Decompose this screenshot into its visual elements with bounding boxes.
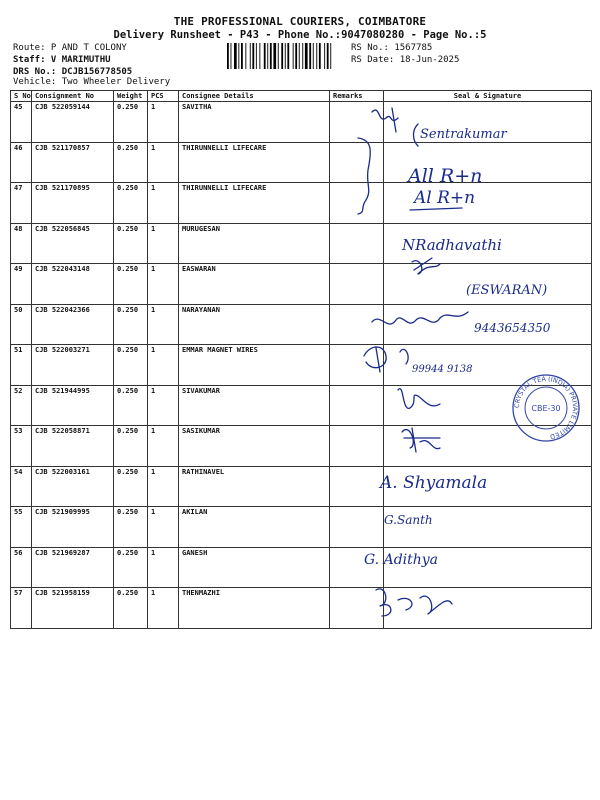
cell-weight: 0.250	[114, 345, 148, 386]
cell-consignee: GANESH	[179, 547, 330, 588]
phone-row-51: 99944 9138	[412, 364, 473, 375]
cell-seal-signature	[384, 345, 592, 386]
cell-consignee: THIRUNNELLI LIFECARE	[179, 142, 330, 183]
cell-remarks	[330, 588, 384, 629]
cell-pcs: 1	[148, 264, 179, 305]
cell-weight: 0.250	[114, 142, 148, 183]
cell-remarks	[330, 304, 384, 345]
cell-remarks	[330, 385, 384, 426]
seal-ring-text: CRYSTAL TEA (INDIA) PRIVATE LIMITED	[512, 374, 580, 441]
cell-consignee: AKILAN	[179, 507, 330, 548]
cell-weight: 0.250	[114, 102, 148, 143]
table-row	[11, 264, 592, 305]
cell-sno: 54	[11, 466, 32, 507]
seal-center-text: CBE-30	[531, 404, 561, 413]
cell-sno: 57	[11, 588, 32, 629]
cell-consignee: NARAYANAN	[179, 304, 330, 345]
runsheet-subtitle: Delivery Runsheet - P43 - Phone No.:9047080280 - Page No.:5	[113, 29, 487, 41]
table-row	[11, 345, 592, 386]
table-row	[11, 223, 592, 264]
cell-sno: 50	[11, 304, 32, 345]
col-consignee-header: Consignee Details	[179, 91, 330, 102]
cell-weight: 0.250	[114, 588, 148, 629]
table-row	[11, 588, 592, 629]
cell-consignee: THENMAZHI	[179, 588, 330, 629]
cell-pcs: 1	[148, 588, 179, 629]
route-label: Route: P AND T COLONY	[13, 43, 127, 53]
cell-remarks	[330, 345, 384, 386]
cell-seal-signature	[384, 507, 592, 548]
cell-sno: 52	[11, 385, 32, 426]
cell-seal-signature	[384, 466, 592, 507]
cell-seal-signature	[384, 223, 592, 264]
vehicle-label: Vehicle: Two Wheeler Delivery	[13, 77, 171, 87]
cell-pcs: 1	[148, 507, 179, 548]
rs-number: RS No.: 1567785	[351, 43, 433, 53]
rs-date: RS Date: 18-Jun-2025	[351, 55, 460, 65]
cell-seal-signature	[384, 142, 592, 183]
cell-pcs: 1	[148, 304, 179, 345]
cell-sno: 53	[11, 426, 32, 467]
cell-weight: 0.250	[114, 385, 148, 426]
cell-sno: 55	[11, 507, 32, 548]
cell-remarks	[330, 466, 384, 507]
cell-consignment-no: CJB 522059144	[32, 102, 114, 143]
handwriting-row-49: (ESWARAN)	[466, 283, 548, 298]
table-row	[11, 142, 592, 183]
cell-remarks	[330, 142, 384, 183]
cell-seal-signature	[384, 102, 592, 143]
table-row	[11, 102, 592, 143]
cell-seal-signature	[384, 183, 592, 224]
cell-remarks	[330, 426, 384, 467]
table-row	[11, 466, 592, 507]
cell-pcs: 1	[148, 102, 179, 143]
cell-consignee: MURUGESAN	[179, 223, 330, 264]
handwriting-row-48: NRadhavathi	[402, 236, 502, 254]
cell-consignment-no: CJB 522043148	[32, 264, 114, 305]
cell-weight: 0.250	[114, 466, 148, 507]
cell-sno: 46	[11, 142, 32, 183]
cell-pcs: 1	[148, 547, 179, 588]
cell-weight: 0.250	[114, 223, 148, 264]
cell-consignee: SIVAKUMAR	[179, 385, 330, 426]
table-row	[11, 304, 592, 345]
cell-consignment-no: CJB 522056845	[32, 223, 114, 264]
cell-consignment-no: CJB 522042366	[32, 304, 114, 345]
staff-label: Staff: V MARIMUTHU	[13, 55, 111, 65]
handwriting-row-46: All R+n	[408, 165, 483, 187]
cell-sno: 49	[11, 264, 32, 305]
col-sno-header: S No	[11, 91, 32, 102]
cell-pcs: 1	[148, 466, 179, 507]
table-row	[11, 183, 592, 224]
cell-sno: 48	[11, 223, 32, 264]
cell-remarks	[330, 264, 384, 305]
cell-consignee: RATHINAVEL	[179, 466, 330, 507]
cell-consignment-no: CJB 521170857	[32, 142, 114, 183]
cell-weight: 0.250	[114, 507, 148, 548]
col-signature-header: Seal & Signature	[384, 91, 592, 102]
document-title: THE PROFESSIONAL COURIERS, COIMBATORE	[173, 15, 427, 28]
cell-pcs: 1	[148, 426, 179, 467]
col-pcs-header: PCS	[148, 91, 179, 102]
handwriting-row-54: A. Shyamala	[380, 473, 488, 493]
cell-consignment-no: CJB 522003161	[32, 466, 114, 507]
table-row	[11, 507, 592, 548]
cell-consignee: EASWARAN	[179, 264, 330, 305]
cell-weight: 0.250	[114, 547, 148, 588]
cell-seal-signature	[384, 426, 592, 467]
table-row	[11, 426, 592, 467]
cell-seal-signature	[384, 304, 592, 345]
cell-seal-signature	[384, 264, 592, 305]
cell-remarks	[330, 183, 384, 224]
cell-weight: 0.250	[114, 304, 148, 345]
cell-seal-signature	[384, 385, 592, 426]
cell-consignment-no: CJB 521170895	[32, 183, 114, 224]
cell-consignment-no: CJB 522003271	[32, 345, 114, 386]
cell-consignee: EMMAR MAGNET WIRES	[179, 345, 330, 386]
col-remarks-header: Remarks	[330, 91, 384, 102]
cell-sno: 47	[11, 183, 32, 224]
cell-pcs: 1	[148, 345, 179, 386]
cell-remarks	[330, 223, 384, 264]
phone-row-50: 9443654350	[474, 321, 551, 335]
cell-sno: 56	[11, 547, 32, 588]
cell-remarks	[330, 547, 384, 588]
runsheet-table	[10, 90, 592, 629]
drs-number: DRS No.: DCJB156778505	[13, 67, 133, 77]
handwriting-row-47: Al R+n	[414, 188, 476, 208]
cell-weight: 0.250	[114, 183, 148, 224]
cell-consignment-no: CJB 521958159	[32, 588, 114, 629]
col-weight-header: Weight	[114, 91, 148, 102]
cell-weight: 0.250	[114, 426, 148, 467]
barcode-icon	[227, 43, 345, 69]
cell-pcs: 1	[148, 223, 179, 264]
handwriting-row-45: Sentrakumar	[420, 127, 507, 142]
cell-consignment-no: CJB 521909995	[32, 507, 114, 548]
handwriting-row-56: G. Adithya	[364, 552, 439, 568]
cell-consignee: SAVITHA	[179, 102, 330, 143]
cell-consignee: THIRUNNELLI LIFECARE	[179, 183, 330, 224]
table-row	[11, 547, 592, 588]
cell-remarks	[330, 507, 384, 548]
cell-consignment-no: CJB 521969287	[32, 547, 114, 588]
cell-pcs: 1	[148, 183, 179, 224]
cell-consignment-no: CJB 522058871	[32, 426, 114, 467]
cell-consignee: SASIKUMAR	[179, 426, 330, 467]
table-header-row	[11, 91, 592, 102]
cell-weight: 0.250	[114, 264, 148, 305]
cell-sno: 51	[11, 345, 32, 386]
cell-pcs: 1	[148, 142, 179, 183]
cell-sno: 45	[11, 102, 32, 143]
cell-consignment-no: CJB 521944995	[32, 385, 114, 426]
cell-remarks	[330, 102, 384, 143]
cell-seal-signature	[384, 547, 592, 588]
cell-pcs: 1	[148, 385, 179, 426]
handwriting-row-55: G.Santh	[384, 513, 433, 527]
col-consignment-header: Consignment No	[32, 91, 114, 102]
table-row	[11, 385, 592, 426]
cell-seal-signature	[384, 588, 592, 629]
